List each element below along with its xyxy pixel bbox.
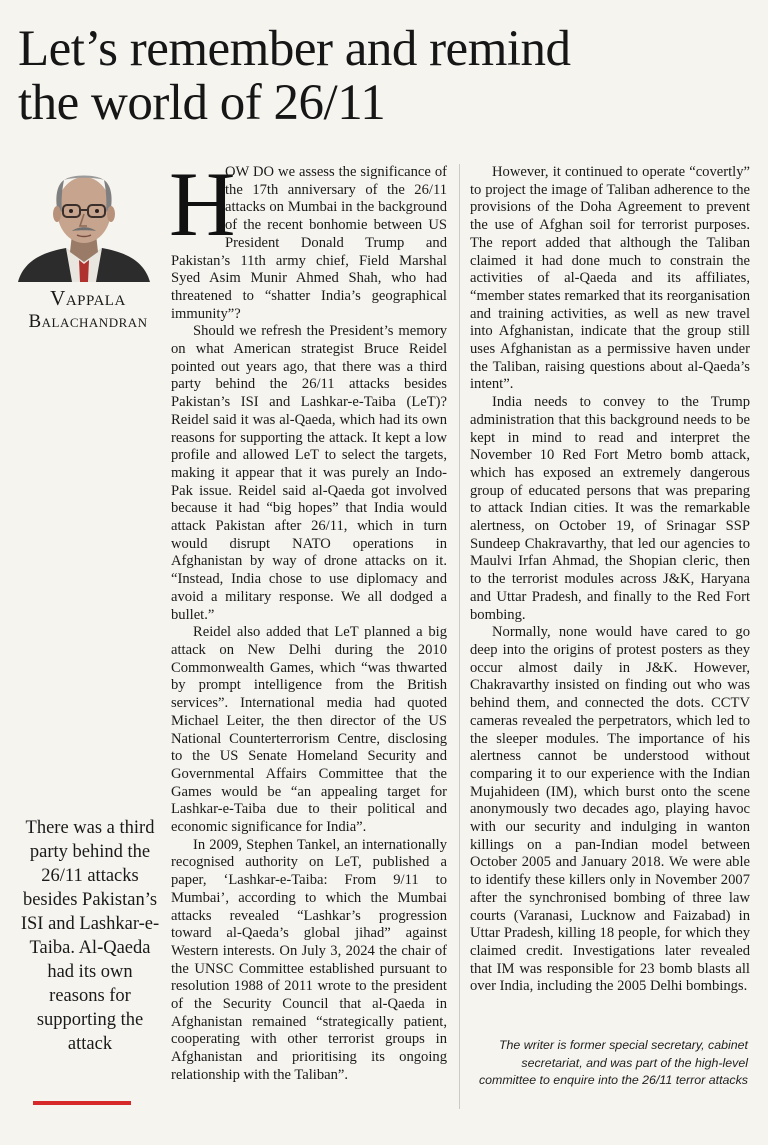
article-paragraph-5: However, it continued to operate “covertly” to project the image of Taliban adherence to the provisions of the Doha Agreement to prevent the use of Afghan soil for terrorist purposes. The report added that although the Taliban claimed it had done much to constrain the activities of al-Qaeda and its affiliates, “member states remarked that its reorganisation and training activities, as well as new travel into Afghanistan, indicate that the group still uses Afghanistan as a permissive haven under the Taliban, raising questions about al-Qaeda’s intent”. bbox=[470, 164, 750, 393]
pull-quote: There was a third party behind the 26/11 attacks besides Pakistan’s ISI and Lashkar-e-Taiba. Al-Qaeda had its own reasons for supporting the attack bbox=[20, 818, 160, 1054]
author-byline bbox=[18, 286, 158, 334]
article-paragraph-1 bbox=[169, 153, 447, 323]
pull-quote-accent-rule bbox=[33, 1101, 131, 1105]
author-first-name: Vappala bbox=[50, 286, 126, 310]
article-paragraph-2: Should we refresh the President’s memory on what American strategist Bruce Reidel pointed out years ago, that there was a third party behind the 26/11 attacks besides Pakistan’s ISI and Lashkar-e-Taiba (LeT)? Reidel said it was al-Qaeda, which had its own reasons for supporting the attack. It kept a low profile and allowed LeT to select the targets, making it appear that it was purely an Indo-Pak issue. Reidel said al-Qaeda got involved because it had “big hopes” that India would attack Pakistan after 26/11, which in turn would disrupt NATO operations in Afghanistan by way of drone attacks on it. “Instead, India chose to use diplomacy and avoid a military response. We all dodged a bullet.” bbox=[171, 323, 447, 623]
author-last-name: Balachandran bbox=[28, 311, 148, 332]
author-footnote: The writer is former special secretary, cabinet secretariat, and was part of the high-level committee to enquire into the 26/11 terror attacks bbox=[478, 1038, 748, 1087]
article-column-2 bbox=[470, 164, 750, 996]
column-divider bbox=[459, 164, 460, 1109]
author-portrait-icon bbox=[18, 164, 150, 282]
headline-line-1: Let’s remember and remind bbox=[18, 21, 571, 77]
headline bbox=[18, 22, 758, 130]
article-paragraph-6: India needs to convey to the Trump administration that this background needs to be kept in mind to read and interpret the November 10 Red Fort Metro bomb attack, which has exposed an extremely dangerous group of educated persons that was preparing to attack Indian cities. It was the remarkable alertness, on October 19, of Srinagar SSP Sundeep Chakravarthy, that led our agencies to Maulvi Irfan Ahmad, the Shopian cleric, then to the terrorist modules across J&K, Haryana and Uttar Pradesh, and finally to the Red Fort bombing. bbox=[470, 394, 750, 623]
author-portrait bbox=[18, 164, 150, 282]
drop-cap: H bbox=[169, 153, 236, 255]
article-paragraph-7: Normally, none would have cared to go deep into the origins of protest posters as they occur almost daily in J&K. However, Chakravarthy insisted on finding out who was behind them, and connected the dots. CCTV cameras revealed the perpetrators, which led to the sleeper modules. The importance of his alertness cannot be understood without comparing it to our experience with the Indian Mujahideen (IM), which burst onto the scene anonymously two decades ago, playing havoc with our security and indulging in wanton killings on a pan-Indian model between October 2005 and January 2018. We were able to identify these killers only in November 2007 after the synchronised bombing of three law courts (Varanasi, Lucknow and Faizabad) in Uttar Pradesh, killing 18 people, for which they claimed credit. Investigations later revealed that IM was responsible for 23 bomb blasts all over India, including the 2005 Delhi bombings. bbox=[470, 624, 750, 995]
headline-line-2: the world of 26/11 bbox=[18, 75, 386, 131]
article-column-1 bbox=[169, 153, 447, 1085]
article-paragraph-3: Reidel also added that LeT planned a big attack on New Delhi during the 2010 Commonwealth Games, which “was thwarted by prompt intelligence from the British services”. International media had quoted Michael Leiter, the then director of the US National Counterterrorism Centre, disclosing to the US Senate Homeland Security and Governmental Affairs Committee that the Games would be “an appealing target for Lashkar-e-Taiba due to their political and economic significance for India”. bbox=[171, 624, 447, 836]
article-paragraph-1-text: OW DO we assess the significance of the 17th anniversary of the 26/11 attacks on Mumbai in the background of the recent bonhomie between US President Donald Trump and Pakistan’s 11th army chief, Field Marshal Syed Asim Munir Ahmed Shah, who had threatened to “shatter India’s geographical immunity”? bbox=[171, 164, 447, 322]
article-paragraph-4: In 2009, Stephen Tankel, an internationally recognised authority on LeT, published a paper, ‘Lashkar-e-Taiba: From 9/11 to Mumbai’, according to which the Mumbai attacks revealed “Lashkar’s progression toward al-Qaeda’s global jihad” against Western interests. On July 3, 2024 the chair of the UNSC Committee established pursuant to resolution 1988 of 2011 wrote to the president of the Security Council that al-Qaeda in Afghanistan remained “strategically patient, cooperating with other terrorist groups in Afghanistan and prioritising its ongoing relationship with the Taliban”. bbox=[171, 836, 447, 1083]
